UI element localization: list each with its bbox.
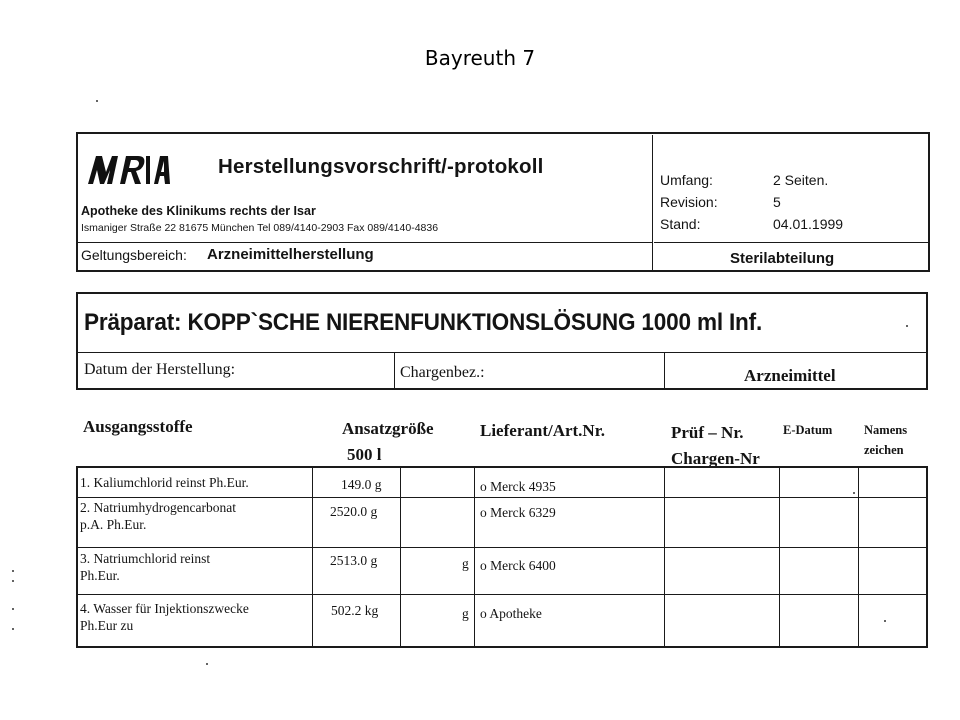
umfang-label: Umfang: (660, 172, 713, 188)
col-header-pruef: Prüf – Nr. (671, 423, 744, 442)
revision-value: 5 (773, 194, 781, 210)
ingredient-amount: 2520.0 g (330, 504, 378, 519)
stand-label: Stand: (660, 216, 701, 232)
mri-logo-icon (84, 150, 174, 188)
ingredient-name: 4. Wasser für Injektionszwecke (80, 601, 249, 616)
table-row (80, 499, 236, 533)
preparation-title: Präparat: KOPP`SCHE NIERENFUNKTIONSLÖSUNG 1000 ml Inf. (84, 309, 763, 336)
department: Sterilabteilung (730, 250, 835, 267)
date-label: Datum der Herstellung: (84, 361, 236, 378)
table-row (80, 600, 249, 634)
ingredient-supplier: o Apotheke (480, 606, 542, 621)
row-divider (78, 497, 926, 498)
scan-speck (12, 580, 14, 582)
slide-title: Bayreuth 7 (424, 46, 536, 70)
form-title: Herstellungsvorschrift/-protokoll (218, 155, 544, 178)
col-divider (858, 468, 859, 646)
date-batch-divider (394, 353, 395, 389)
col-header-ansatz-qty: 500 l (347, 445, 382, 464)
ingredient-name-cont: Ph.Eur. (80, 568, 120, 583)
umfang-value: 2 Seiten. (773, 172, 829, 188)
ingredient-name: 3. Natriumchlorid reinst (80, 551, 211, 566)
category-label: Arzneimittel (744, 366, 836, 385)
revision-label: Revision: (660, 194, 718, 210)
col-header-lieferant: Lieferant/Art.Nr. (480, 421, 605, 440)
col-header-zeichen: zeichen (864, 443, 904, 457)
scan-speck (96, 100, 98, 102)
table-row (80, 550, 210, 584)
col-header-edatum: E-Datum (783, 423, 833, 437)
logo (84, 150, 174, 188)
institution-name: Apotheke des Klinikums rechts der Isar (81, 204, 316, 218)
ingredient-unit: g (462, 606, 469, 621)
scan-speck (853, 492, 855, 494)
scan-speck (12, 608, 14, 610)
ingredient-name-cont: p.A. Ph.Eur. (80, 517, 147, 532)
scan-speck (12, 570, 14, 572)
batch-category-divider (664, 353, 665, 389)
ingredient-name-cont: Ph.Eur zu (80, 618, 134, 633)
ingredient-amount: 149.0 g (341, 477, 382, 492)
col-header-chargen: Chargen-Nr (671, 449, 760, 468)
col-header-namens: Namens (864, 423, 908, 437)
header-divider-vertical (652, 135, 653, 271)
table-row (80, 474, 249, 491)
scope-value: Arzneimittelherstellung (207, 246, 374, 263)
col-divider (400, 468, 401, 646)
col-divider (312, 468, 313, 646)
row-divider (78, 594, 926, 595)
row-divider (78, 547, 926, 548)
ingredient-amount: 2513.0 g (330, 553, 378, 568)
batch-label: Chargenbez.: (400, 364, 485, 381)
ingredient-supplier: o Merck 4935 (480, 479, 556, 494)
scan-speck (12, 628, 14, 630)
institution-address: Ismaniger Straße 22 81675 München Tel 089/4140-2903 Fax 089/4140-4836 (81, 222, 439, 234)
ingredient-supplier: o Merck 6400 (480, 558, 556, 573)
ingredient-name: 2. Natriumhydrogencarbonat (80, 500, 236, 515)
scan-speck (206, 663, 208, 665)
col-divider (474, 468, 475, 646)
scan-speck (906, 325, 908, 327)
col-header-ausgangsstoffe: Ausgangsstoffe (83, 417, 193, 436)
ingredient-supplier: o Merck 6329 (480, 505, 556, 520)
col-header-ansatz: Ansatzgröße (342, 419, 434, 438)
ingredient-unit: g (462, 556, 469, 571)
scope-label: Geltungsbereich: (81, 247, 187, 263)
ingredient-amount: 502.2 kg (331, 603, 379, 618)
scan-speck (884, 620, 886, 622)
col-divider (779, 468, 780, 646)
stand-value: 04.01.1999 (773, 216, 844, 232)
ingredient-name: 1. Kaliumchlorid reinst Ph.Eur. (80, 475, 249, 490)
header-divider-horizontal (78, 242, 652, 243)
col-divider (664, 468, 665, 646)
preparation-divider (78, 352, 926, 353)
header-meta-divider (654, 242, 928, 243)
